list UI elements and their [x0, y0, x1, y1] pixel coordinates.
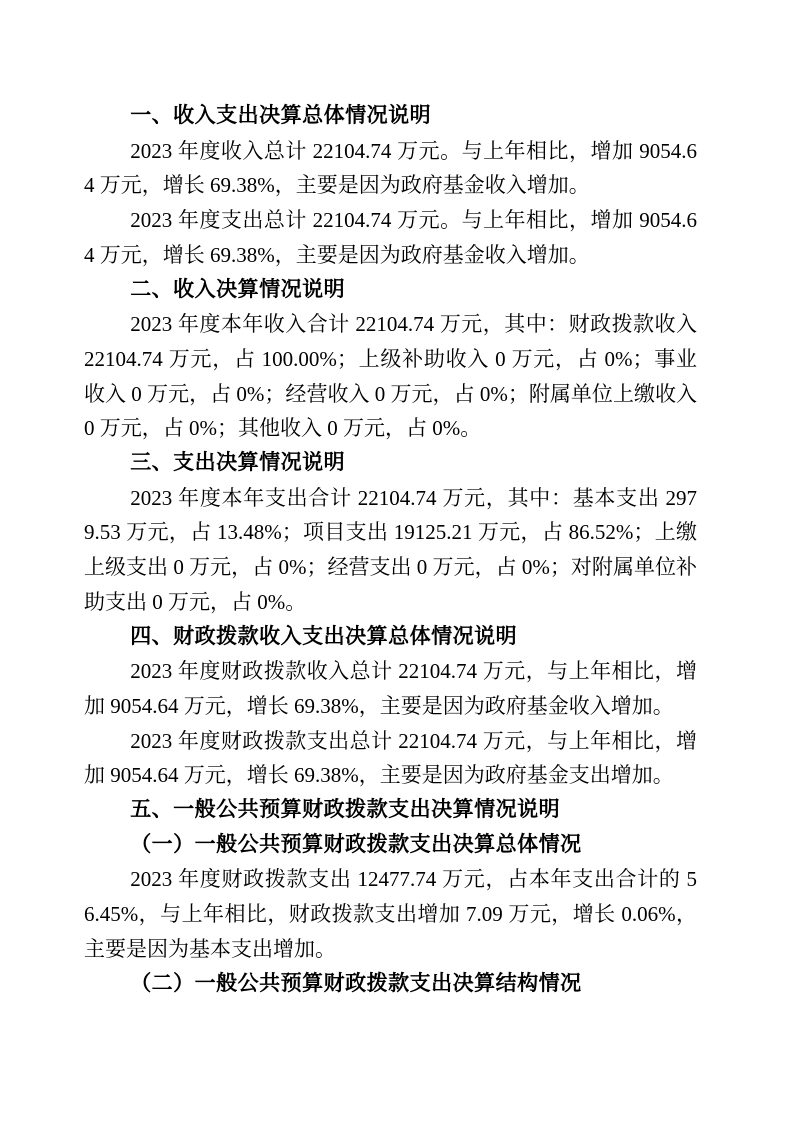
para-expenditure-breakdown: 2023 年度本年支出合计 22104.74 万元，其中：基本支出 2979.53 万元，占 13.48%；项目支出 19125.21 万元，占 86.52%；上缴上级支出 0 万元，占 0%；经营支出 0 万元，占 0%；对附属单位补助支出 0 万元，占 0%。 [84, 485, 697, 614]
para-fiscal-appropriation-income: 2023 年度财政拨款收入总计 22104.74 万元，与上年相比，增加 9054.64 万元，增长 69.38%，主要是因为政府基金收入增加。 [84, 659, 697, 718]
para-total-expenditure-2023: 2023 年度支出总计 22104.74 万元。与上年相比，增加 9054.64 万元，增长 69.38%，主要是因为政府基金收入增加。 [84, 208, 697, 267]
para-income-breakdown: 2023 年度本年收入合计 22104.74 万元，其中：财政拨款收入 22104.74 万元，占 100.00%；上级补助收入 0 万元，占 0%；事业收入 0 万元，占 0%；经营收入 0 万元，占 0%；附属单位上缴收入 0 万元，占 0%；其他收入 0 万元，占 0%。 [84, 312, 697, 441]
para-total-income-2023: 2023 年度收入总计 22104.74 万元。与上年相比，增加 9054.64 万元，增长 69.38%，主要是因为政府基金收入增加。 [84, 138, 697, 198]
heading-section-3-expenditure-accounts: 三、支出决算情况说明 [130, 451, 346, 475]
heading-section-4-fiscal-appropriation-overall: 四、财政拨款收入支出决算总体情况说明 [130, 624, 518, 648]
para-fiscal-appropriation-expenditure: 2023 年度财政拨款支出总计 22104.74 万元，与上年相比，增加 9054.64 万元，增长 69.38%，主要是因为政府基金支出增加。 [84, 728, 697, 788]
heading-section-1-income-expenditure-overall: 一、收入支出决算总体情况说明 [130, 104, 432, 127]
subheading-5-2-structure-situation: （二）一般公共预算财政拨款支出决算结构情况 [130, 971, 582, 995]
subheading-5-1-overall-situation: （一）一般公共预算财政拨款支出决算总体情况 [130, 832, 582, 856]
para-general-budget-expenditure-detail: 2023 年度财政拨款支出 12477.74 万元，占本年支出合计的 56.45%，与上年相比，财政拨款支出增加 7.09 万元，增长 0.06%，主要是因为基本支出增加。 [84, 867, 697, 961]
heading-section-5-general-public-budget: 五、一般公共预算财政拨款支出决算情况说明 [130, 798, 561, 822]
document-body [84, 99, 697, 1001]
heading-section-2-income-accounts: 二、收入决算情况说明 [130, 277, 346, 301]
